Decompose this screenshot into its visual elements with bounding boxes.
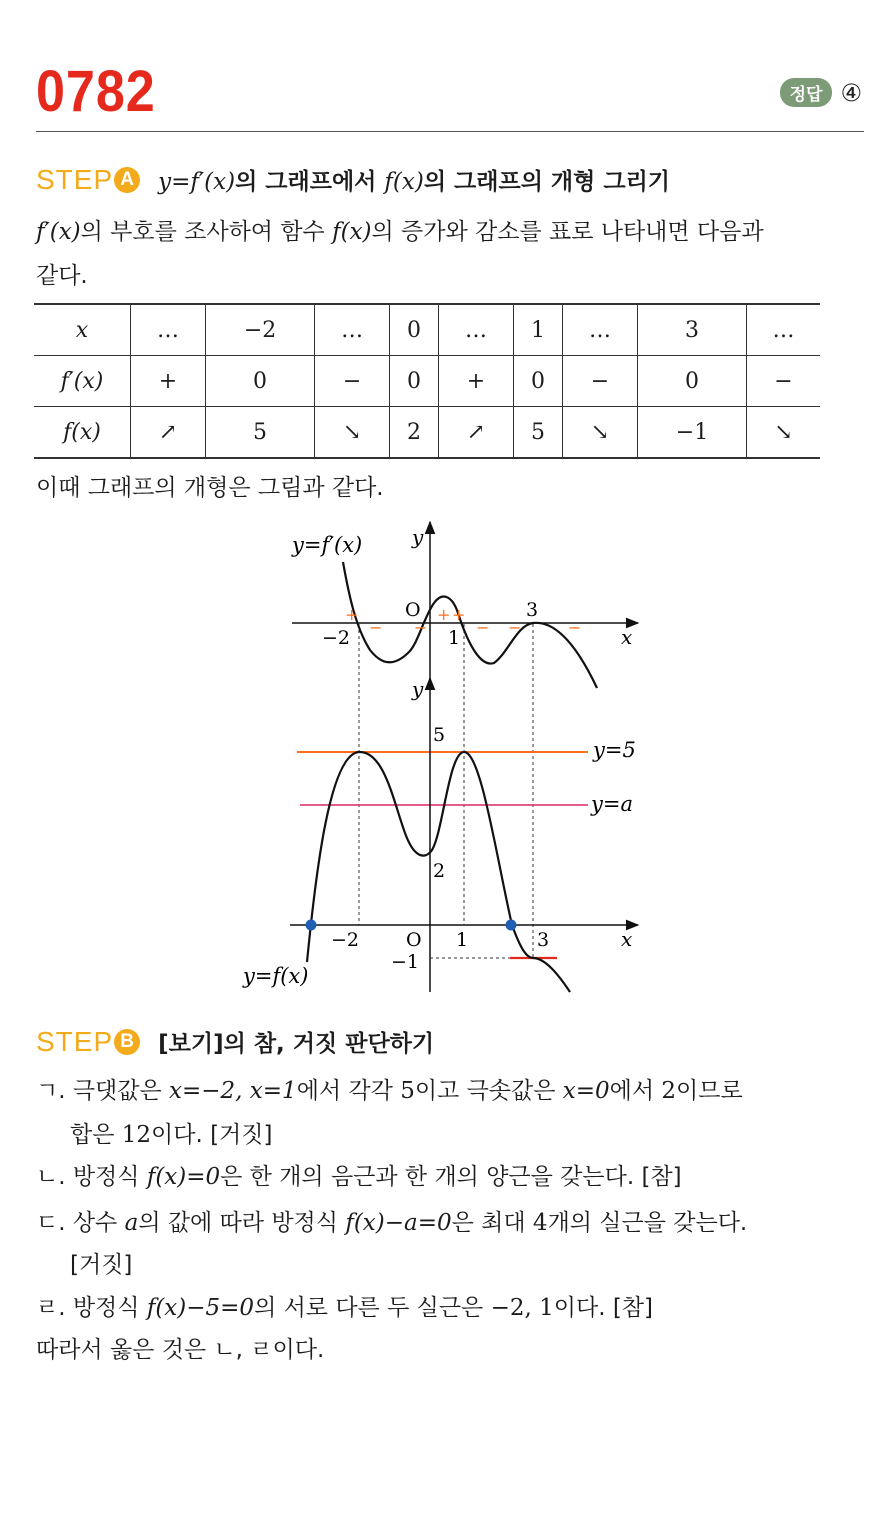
table-cell: −2 (206, 304, 315, 356)
table-cell: ↘ (315, 407, 390, 459)
conclusion: 따라서 옳은 것은 ㄴ, ㄹ이다. (36, 1337, 325, 1363)
step-b-badge: B (114, 1029, 140, 1055)
y-tick-neg1: −1 (391, 951, 420, 973)
sign-mark: + (345, 605, 359, 624)
table-cell: 5 (514, 407, 563, 459)
table-cell: − (315, 356, 390, 407)
step-b-heading (36, 1025, 434, 1058)
y-tick-5: 5 (433, 724, 446, 746)
item-d: ㄷ. 상수 a의 값에 따라 방정식 f(x)−a=0은 최대 4개의 실근을 갖는다. (36, 1210, 748, 1236)
step-a-title: y=f′(x)의 그래프에서 f(x)의 그래프의 개형 그리기 (158, 169, 671, 195)
positive-root-point (506, 920, 517, 931)
table-cell: 0 (390, 356, 439, 407)
answer (780, 78, 862, 107)
table-cell: + (131, 356, 206, 407)
table-cell: 5 (206, 407, 315, 459)
table-cell: … (315, 304, 390, 356)
step-a-heading (36, 163, 670, 196)
answer-value: ④ (840, 78, 862, 107)
intro-paragraph: f′(x)의 부호를 조사하여 함수 f(x)의 증가와 감소를 표로 나타내면 다음과 같다. (36, 219, 764, 289)
table-cell: + (439, 356, 514, 407)
bottom-y-label: y (412, 677, 424, 701)
sign-mark: − (369, 618, 383, 637)
y-tick-2: 2 (433, 860, 446, 882)
function-curve-label: y=f(x) (243, 964, 309, 988)
sign-mark: − (414, 618, 428, 637)
header-divider (36, 131, 864, 132)
top-tick-neg2: −2 (322, 627, 351, 649)
x-tick-1: 1 (456, 929, 469, 951)
sign-mark: − (508, 618, 522, 637)
negative-root-point (306, 920, 317, 931)
derivative-curve (343, 562, 597, 688)
line-y5-label: y=5 (593, 738, 636, 762)
answer-badge: 정답 (780, 78, 833, 107)
top-tick-1: 1 (448, 627, 461, 649)
table-cell: ↗ (131, 407, 206, 459)
table-cell: ↘ (747, 407, 820, 459)
step-b-title: [보기]의 참, 거짓 판단하기 (158, 1031, 435, 1057)
bottom-origin-label: O (406, 929, 422, 951)
row-header: x (34, 304, 131, 356)
top-tick-3: 3 (526, 599, 539, 621)
row-header: f′(x) (34, 356, 131, 407)
table-cell: −1 (637, 407, 746, 459)
item-g: ㄱ. 극댓값은 x=−2, x=1에서 각각 5이고 극솟값은 x=0에서 2이므로 (36, 1078, 743, 1104)
table-cell: … (439, 304, 514, 356)
table-cell: … (747, 304, 820, 356)
row-header: f(x) (34, 407, 131, 459)
x-tick-neg2: −2 (331, 929, 360, 951)
item-n: ㄴ. 방정식 f(x)=0은 한 개의 음근과 한 개의 양근을 갖는다. [참] (36, 1164, 682, 1190)
x-tick-3: 3 (537, 929, 550, 951)
table-cell: − (562, 356, 637, 407)
step-label: STEP (36, 1025, 114, 1057)
sign-mark: + (437, 605, 451, 624)
step-label: STEP (36, 163, 114, 195)
item-r: ㄹ. 방정식 f(x)−5=0의 서로 다른 두 실근은 −2, 1이다. [참] (36, 1295, 653, 1321)
table-cell: 1 (514, 304, 563, 356)
table-cell: ↘ (562, 407, 637, 459)
table-row (34, 407, 820, 459)
step-a-badge: A (114, 167, 140, 193)
table-cell: 0 (637, 356, 746, 407)
top-y-label: y (412, 525, 424, 549)
item-g-continuation: 합은 12이다. [거짓] (70, 1122, 273, 1148)
sign-mark: − (568, 618, 582, 637)
table-cell: 3 (637, 304, 746, 356)
function-curve (307, 752, 570, 992)
table-row (34, 304, 820, 356)
sign-mark: + (452, 605, 466, 624)
sign-table (34, 303, 820, 459)
graph-caption: 이때 그래프의 개형은 그림과 같다. (36, 475, 384, 501)
top-x-label: x (621, 625, 633, 649)
table-cell: … (562, 304, 637, 356)
line-ya-label: y=a (591, 792, 633, 816)
table-cell: 0 (514, 356, 563, 407)
table-cell: ↗ (439, 407, 514, 459)
sign-mark: − (476, 618, 490, 637)
top-origin-label: O (405, 599, 421, 621)
bottom-x-label: x (621, 927, 633, 951)
table-cell: 0 (206, 356, 315, 407)
table-cell: 2 (390, 407, 439, 459)
table-cell: − (747, 356, 820, 407)
guide-lines (359, 624, 533, 958)
item-d-continuation: [거짓] (70, 1252, 133, 1278)
problem-number: 0782 (36, 59, 156, 124)
derivative-curve-label: y=f′(x) (292, 533, 363, 557)
table-cell: … (131, 304, 206, 356)
sign-marks (345, 605, 581, 637)
table-cell: 0 (390, 304, 439, 356)
table-row (34, 356, 820, 407)
